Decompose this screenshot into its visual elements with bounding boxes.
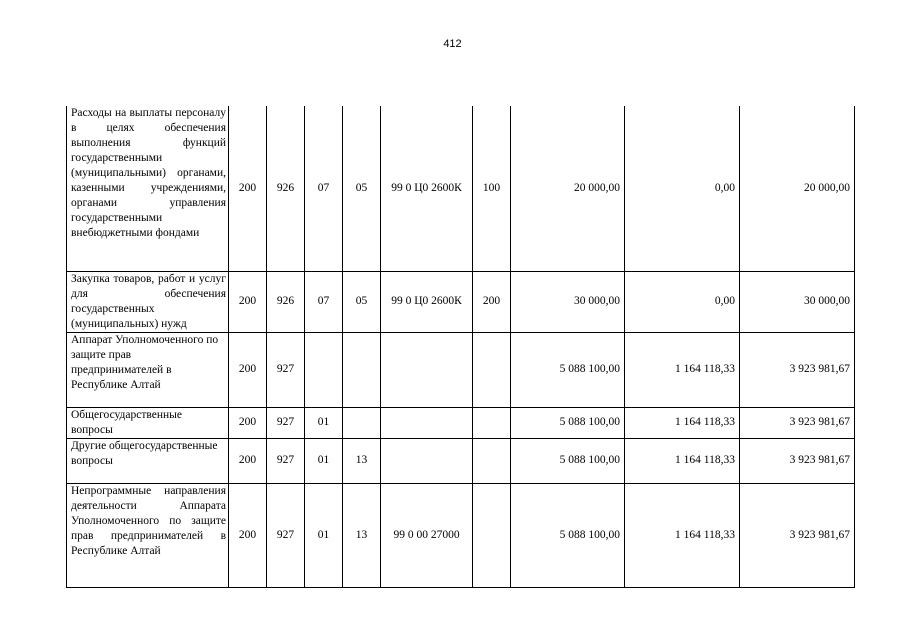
remaining-amount-cell: 3 923 981,67	[740, 407, 855, 438]
planned-amount-cell: 5 088 100,00	[511, 407, 625, 438]
target-article-cell	[381, 438, 473, 483]
executed-amount-cell: 1 164 118,33	[625, 483, 740, 587]
remaining-amount-cell: 3 923 981,67	[740, 483, 855, 587]
row-name-cell: Другие общегосударственные вопросы	[67, 438, 229, 483]
target-article-cell: 99 0 Ц0 2600К	[381, 106, 473, 271]
table-row	[67, 271, 855, 332]
table-row	[67, 332, 855, 407]
code-cell: 200	[229, 332, 267, 407]
remaining-amount-cell: 3 923 981,67	[740, 438, 855, 483]
remaining-amount-cell: 20 000,00	[740, 106, 855, 271]
expense-type-cell	[473, 407, 511, 438]
section-code-cell: 01	[305, 483, 343, 587]
expense-type-cell	[473, 483, 511, 587]
table-row	[67, 106, 855, 271]
planned-amount-cell: 5 088 100,00	[511, 438, 625, 483]
row-name-cell: Непрограммные направления деятельности Аппарата Уполномоченного по защите прав предпринимателей в Республике Алтай	[67, 483, 229, 587]
budget-table	[66, 106, 855, 588]
section-code-cell: 01	[305, 407, 343, 438]
target-article-cell	[381, 332, 473, 407]
target-article-cell	[381, 407, 473, 438]
row-name-cell: Аппарат Уполномоченного по защите прав предпринимателей в Республике Алтай	[67, 332, 229, 407]
subsection-code-cell: 13	[343, 483, 381, 587]
planned-amount-cell: 5 088 100,00	[511, 483, 625, 587]
row-name-cell: Общегосударственные вопросы	[67, 407, 229, 438]
page-number: 412	[443, 38, 462, 50]
table-row	[67, 407, 855, 438]
section-code-cell: 07	[305, 106, 343, 271]
table-row	[67, 483, 855, 587]
section-code-cell: 07	[305, 271, 343, 332]
remaining-amount-cell: 3 923 981,67	[740, 332, 855, 407]
remaining-amount-cell: 30 000,00	[740, 271, 855, 332]
code-cell: 200	[229, 271, 267, 332]
code-cell: 200	[229, 407, 267, 438]
executed-amount-cell: 0,00	[625, 271, 740, 332]
subsection-code-cell: 05	[343, 106, 381, 271]
subsection-code-cell	[343, 332, 381, 407]
ministry-code-cell: 926	[267, 271, 305, 332]
executed-amount-cell: 1 164 118,33	[625, 407, 740, 438]
expense-type-cell	[473, 438, 511, 483]
subsection-code-cell: 13	[343, 438, 381, 483]
subsection-code-cell: 05	[343, 271, 381, 332]
target-article-cell: 99 0 00 27000	[381, 483, 473, 587]
row-name-cell: Закупка товаров, работ и услуг для обеспечения государственных (муниципальных) нужд	[67, 271, 229, 332]
planned-amount-cell: 20 000,00	[511, 106, 625, 271]
expense-type-cell: 100	[473, 106, 511, 271]
ministry-code-cell: 927	[267, 407, 305, 438]
code-cell: 200	[229, 106, 267, 271]
target-article-cell: 99 0 Ц0 2600К	[381, 271, 473, 332]
executed-amount-cell: 1 164 118,33	[625, 438, 740, 483]
planned-amount-cell: 30 000,00	[511, 271, 625, 332]
ministry-code-cell: 926	[267, 106, 305, 271]
expense-type-cell: 200	[473, 271, 511, 332]
ministry-code-cell: 927	[267, 483, 305, 587]
executed-amount-cell: 1 164 118,33	[625, 332, 740, 407]
planned-amount-cell: 5 088 100,00	[511, 332, 625, 407]
section-code-cell: 01	[305, 438, 343, 483]
subsection-code-cell	[343, 407, 381, 438]
row-name-cell: Расходы на выплаты персоналу в целях обеспечения выполнения функций государственными (муниципальными) органами, казенными учреждениями, органами управления государственными внебюджетными фондами	[67, 106, 229, 271]
ministry-code-cell: 927	[267, 332, 305, 407]
executed-amount-cell: 0,00	[625, 106, 740, 271]
code-cell: 200	[229, 438, 267, 483]
code-cell: 200	[229, 483, 267, 587]
expense-type-cell	[473, 332, 511, 407]
section-code-cell	[305, 332, 343, 407]
ministry-code-cell: 927	[267, 438, 305, 483]
table-row	[67, 438, 855, 483]
